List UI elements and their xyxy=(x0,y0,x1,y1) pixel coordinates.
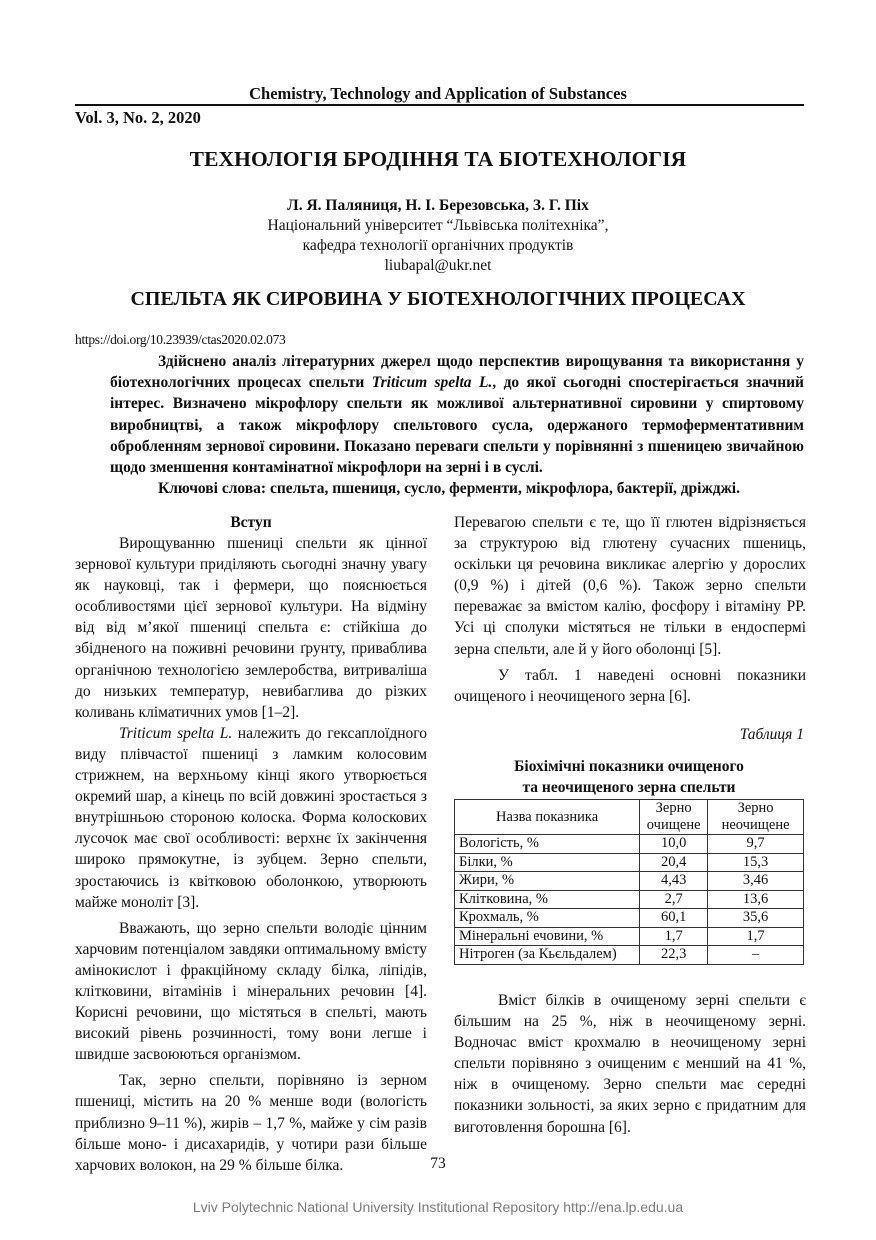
indicator-name: Білки, % xyxy=(455,853,640,872)
table-caption xyxy=(454,756,804,798)
indicator-name: Клітковина, % xyxy=(455,890,640,909)
species-name: Triticum spelta L. xyxy=(119,724,233,742)
table-caption-line: та неочищеного зерна спельти xyxy=(522,779,736,796)
uncleaned-value: 13,6 xyxy=(708,890,804,909)
keywords: Ключові слова: спельта, пшениця, сусло, ферменти, мікрофлора, бактерії, дріжджі. xyxy=(158,480,740,498)
doi-link[interactable]: https://doi.org/10.23939/ctas2020.02.073 xyxy=(75,332,286,347)
abstract-text-part: , до якої сьогодні спостерігається значний інтерес. Визначено мікрофлору спельти як можливої альтернативної сировини у спиртовому виробництві, а також мікрофлору спельтового сусла, одержаного термоферментативним обробленням зернової сировини. Показано переваги спельти у порівнянні з пшеницею звичайною щодо зменшення контамінатної мікрофлори на зерні і в суслі. xyxy=(110,374,804,477)
uncleaned-value: 9,7 xyxy=(708,835,804,854)
paragraph: У табл. 1 наведені основні показники очищеного і неочищеного зерна [6]. xyxy=(454,666,806,705)
table-row xyxy=(455,909,804,928)
cleaned-value: 22,3 xyxy=(640,946,708,965)
paragraph: Так, зерно спельти, порівняно із зерном пшениці, містить на 20 % менше води (вологість приблизно 9–11 %), жирів – 1,7 %, майже у сім разів більше моно- і дисахаридів, у чотири рази більше харчових волокон, на 29 % більше білка. xyxy=(75,1072,427,1174)
paragraph: Вважають, що зерно спельти володіє цінним харчовим потенціалом завдяки оптимальному вмісту амінокислот і фракційному складу білка, ліпідів, клітковини, вітамінів і мінеральних речовин [4]. Корисні речовини, що містяться в спельті, мають високий рівень розчинності, тому вони легше і швидше засвоюються організмом. xyxy=(75,919,427,1064)
biochemical-table xyxy=(454,799,804,965)
affiliation-university: Національний університет “Львівська політехніка”, xyxy=(267,217,609,234)
table-row xyxy=(455,890,804,909)
header-cleaned-grain: Зерно очищене xyxy=(640,800,708,835)
left-column xyxy=(75,512,427,1176)
uncleaned-value: 15,3 xyxy=(708,853,804,872)
table-row xyxy=(455,946,804,965)
uncleaned-value: – xyxy=(708,946,804,965)
header-rule xyxy=(75,104,804,106)
paper-title: СПЕЛЬТА ЯК СИРОВИНА У БІОТЕХНОЛОГІЧНИХ ПРОЦЕСАХ xyxy=(130,288,746,310)
cleaned-value: 4,43 xyxy=(640,872,708,891)
table-row xyxy=(455,927,804,946)
uncleaned-value: 35,6 xyxy=(708,909,804,928)
intro-heading: Вступ xyxy=(230,514,272,531)
abstract xyxy=(110,351,804,499)
author-email[interactable]: liubapal@ukr.net xyxy=(384,257,492,274)
volume-info: Vol. 3, No. 2, 2020 xyxy=(75,108,201,127)
paragraph: Перевагою спельти є те, що її глютен відрізняється за структурою від глютену сучасних пшениць, оскільки ця речовина викликає алергію у дорослих (0,9 %) і дітей (0,6 %). Також зерно спельти переважає за вмістом калію, фосфору і вітаміну PP. Усі ці сполуки містяться не тільки в ендоспермі зерна спельти, але й у його оболонці [5]. xyxy=(454,514,806,658)
table-row xyxy=(455,835,804,854)
table-label: Таблиця 1 xyxy=(739,726,804,743)
affiliation-department: кафедра технології органічних продуктів xyxy=(302,237,574,254)
table-caption-line: Біохімічні показники очищеного xyxy=(514,758,744,775)
indicator-name: Жири, % xyxy=(455,872,640,891)
abstract-text xyxy=(110,351,804,478)
cleaned-value: 20,4 xyxy=(640,853,708,872)
journal-title: Chemistry, Technology and Application of Substances xyxy=(249,84,627,103)
indicator-name: Вологість, % xyxy=(455,835,640,854)
authors-block xyxy=(0,196,876,276)
table-row xyxy=(455,853,804,872)
cleaned-value: 1,7 xyxy=(640,927,708,946)
section-title: ТЕХНОЛОГІЯ БРОДІННЯ ТА БІОТЕХНОЛОГІЯ xyxy=(189,147,687,171)
header-uncleaned-grain: Зерно неочищене xyxy=(708,800,804,835)
uncleaned-value: 3,46 xyxy=(708,872,804,891)
header-indicator-name: Назва показника xyxy=(455,800,640,835)
paragraph-text: належить до гексаплоїдного виду плівчастої пшениці з ламким колосовим стрижнем, на верхньому кінці якого утворюється окремий шар, а кінець по всій довжині зростається з внутрішньою стороною колоска. Форма колоскових лусочок має свої особливості: верхнє їх закінчення широко прямокутне, із зубцем. Зерно спельти, зростаючись із квітковою оболонкою, утворюють майже моноліт [3]. xyxy=(75,724,427,911)
repository-footer: Lviv Polytechnic National University Institutional Repository http://ena.lp.edu.ua xyxy=(192,1199,684,1215)
right-column-continued xyxy=(454,990,806,1138)
author-names: Л. Я. Паляниця, Н. І. Березовська, З. Г. Піх xyxy=(287,197,589,214)
page-number: 73 xyxy=(430,1155,446,1172)
right-column xyxy=(454,512,806,707)
cleaned-value: 2,7 xyxy=(640,890,708,909)
indicator-name: Нітроген (за Кьєльдалем) xyxy=(455,946,640,965)
table-row xyxy=(455,872,804,891)
indicator-name: Крохмаль, % xyxy=(455,909,640,928)
paragraph: Вирощуванню пшениці спельти як цінної зернової культури приділяють сьогодні значну увагу як науковці, так і фермери, що пояснюється особливостями цієї зернової культури. На відміну від від м’якої пшениці спельта є: стійкіша до збідненого на поживні речовини ґрунту, приваблива органічною технологією землеробства, витриваліша до низьких температур, невибаглива до різких коливань кліматичних умов [1–2]. xyxy=(75,535,427,721)
table-header-row xyxy=(455,800,804,835)
cleaned-value: 10,0 xyxy=(640,835,708,854)
uncleaned-value: 1,7 xyxy=(708,927,804,946)
paragraph: Вміст білків в очищеному зерні спельти є більшим на 25 %, ніж в неочищеному зерні. Водночас вміст крохмалю в неочищеному зерні спельти порівняно з очищеним є менший на 41 %, ніж в очищеному. Зерно спельти має середні показники зольності, за яких зерно є придатним для виготовлення борошна [6]. xyxy=(454,992,806,1136)
cleaned-value: 60,1 xyxy=(640,909,708,928)
paragraph xyxy=(75,723,427,913)
species-name: Triticum spelta L. xyxy=(371,374,493,392)
indicator-name: Мінеральні ечовини, % xyxy=(455,927,640,946)
abstract-text-part: Здійснено аналіз літературних джерел щодо перспектив вирощування та використання у біотехнологічних процесах спельти xyxy=(110,353,804,392)
